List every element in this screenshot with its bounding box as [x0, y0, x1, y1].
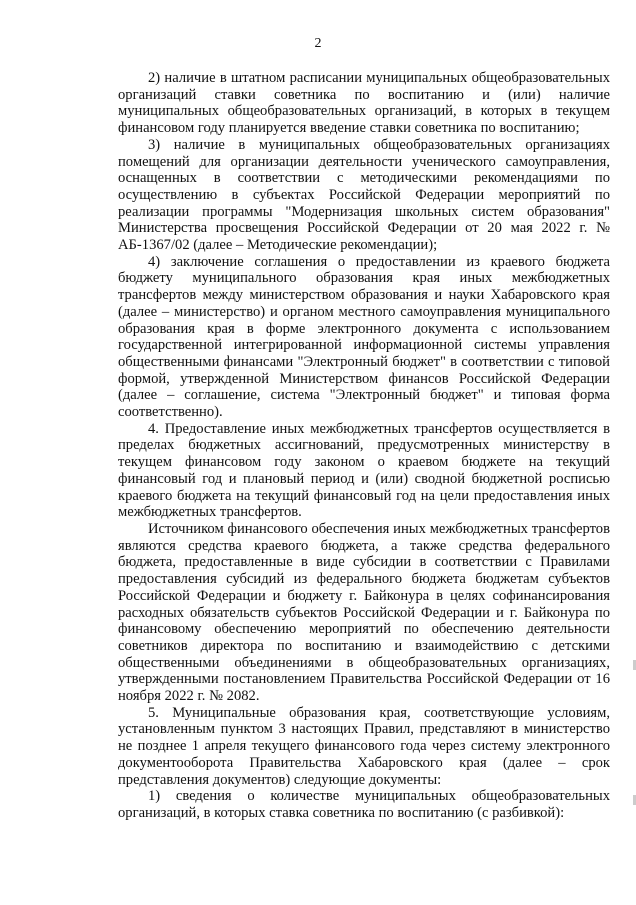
- page-number: 2: [314, 36, 322, 51]
- paragraph-condition-4: 4) заключение соглашения о предоставлении из краевого бюджета бюджету муниципального образования края иных межбюджетных трансфертов между министерством образования и науки Хабаровского края (далее – министерство) и органом местного самоуправления муниципального образования края в форме электронного документа с использованием государственной интегрированной информационной системы управления общественными финансами "Электронный бюджет" в соответствии с типовой формой, утвержденной Министерством финансов Российской Федерации (далее – соглашение, система "Электронный бюджет" и типовая форма соответственно).: [118, 253, 610, 421]
- paragraph-item-1: 1) сведения о количестве муниципальных общеобразовательных организаций, в которых ставка советника по воспитанию (с разбивкой):: [118, 788, 610, 821]
- paragraph-section-5: 5. Муниципальные образования края, соответствующие условиям, установленным пунктом 3 настоящих Правил, представляют в министерство не позднее 1 апреля текущего финансового года через систему электронного документооборота Правительства Хабаровского края (далее – срок представления документов) следующие документы:: [118, 704, 610, 788]
- paragraph-condition-3: 3) наличие в муниципальных общеобразовательных организациях помещений для организации деятельности ученического самоуправления, оснащенных в соответствии с методическими рекомендациями по осуществлению в субъектах Российской Федерации мероприятий по реализации программы "Модернизация школьных систем образования" Министерства просвещения Российской Федерации от 20 мая 2022 г. № АБ-1367/02 (далее – Методические рекомендации);: [118, 136, 610, 254]
- paragraph-section-4: 4. Предоставление иных межбюджетных трансфертов осуществляется в пределах бюджетных ассигнований, предусмотренных министерству в текущем финансовом году законом о краевом бюджете на текущий финансовый год и плановый период и (или) сводной бюджетной росписью краевого бюджета на текущий финансовый год на цели предоставления иных межбюджетных трансфертов.: [118, 420, 610, 521]
- paragraph-condition-2: 2) наличие в штатном расписании муниципальных общеобразовательных организаций ставки советника по воспитанию и (или) наличие муниципальных общеобразовательных организаций, в которых в текущем финансовом году планируется введение ставки советника по воспитанию;: [118, 70, 610, 137]
- paragraph-funding-source: Источником финансового обеспечения иных межбюджетных трансфертов являются средства краевого бюджета, а также средства федерального бюджета, предоставленные в виде субсидии в соответствии с Правилами предоставления субсидий из федерального бюджета бюджетам субъектов Российской Федерации и бюджету г. Байконура в целях софинансирования расходных обязательств субъектов Российской Федерации и г. Байконура по финансовому обеспечению мероприятий по обеспечению деятельности советников директора по воспитанию и взаимодействию с детскими общественными объединениями в общеобразовательных организациях, утвержденными постановлением Правительства Российской Федерации от 16 ноября 2022 г. № 2082.: [118, 520, 610, 705]
- document-body: [118, 70, 610, 822]
